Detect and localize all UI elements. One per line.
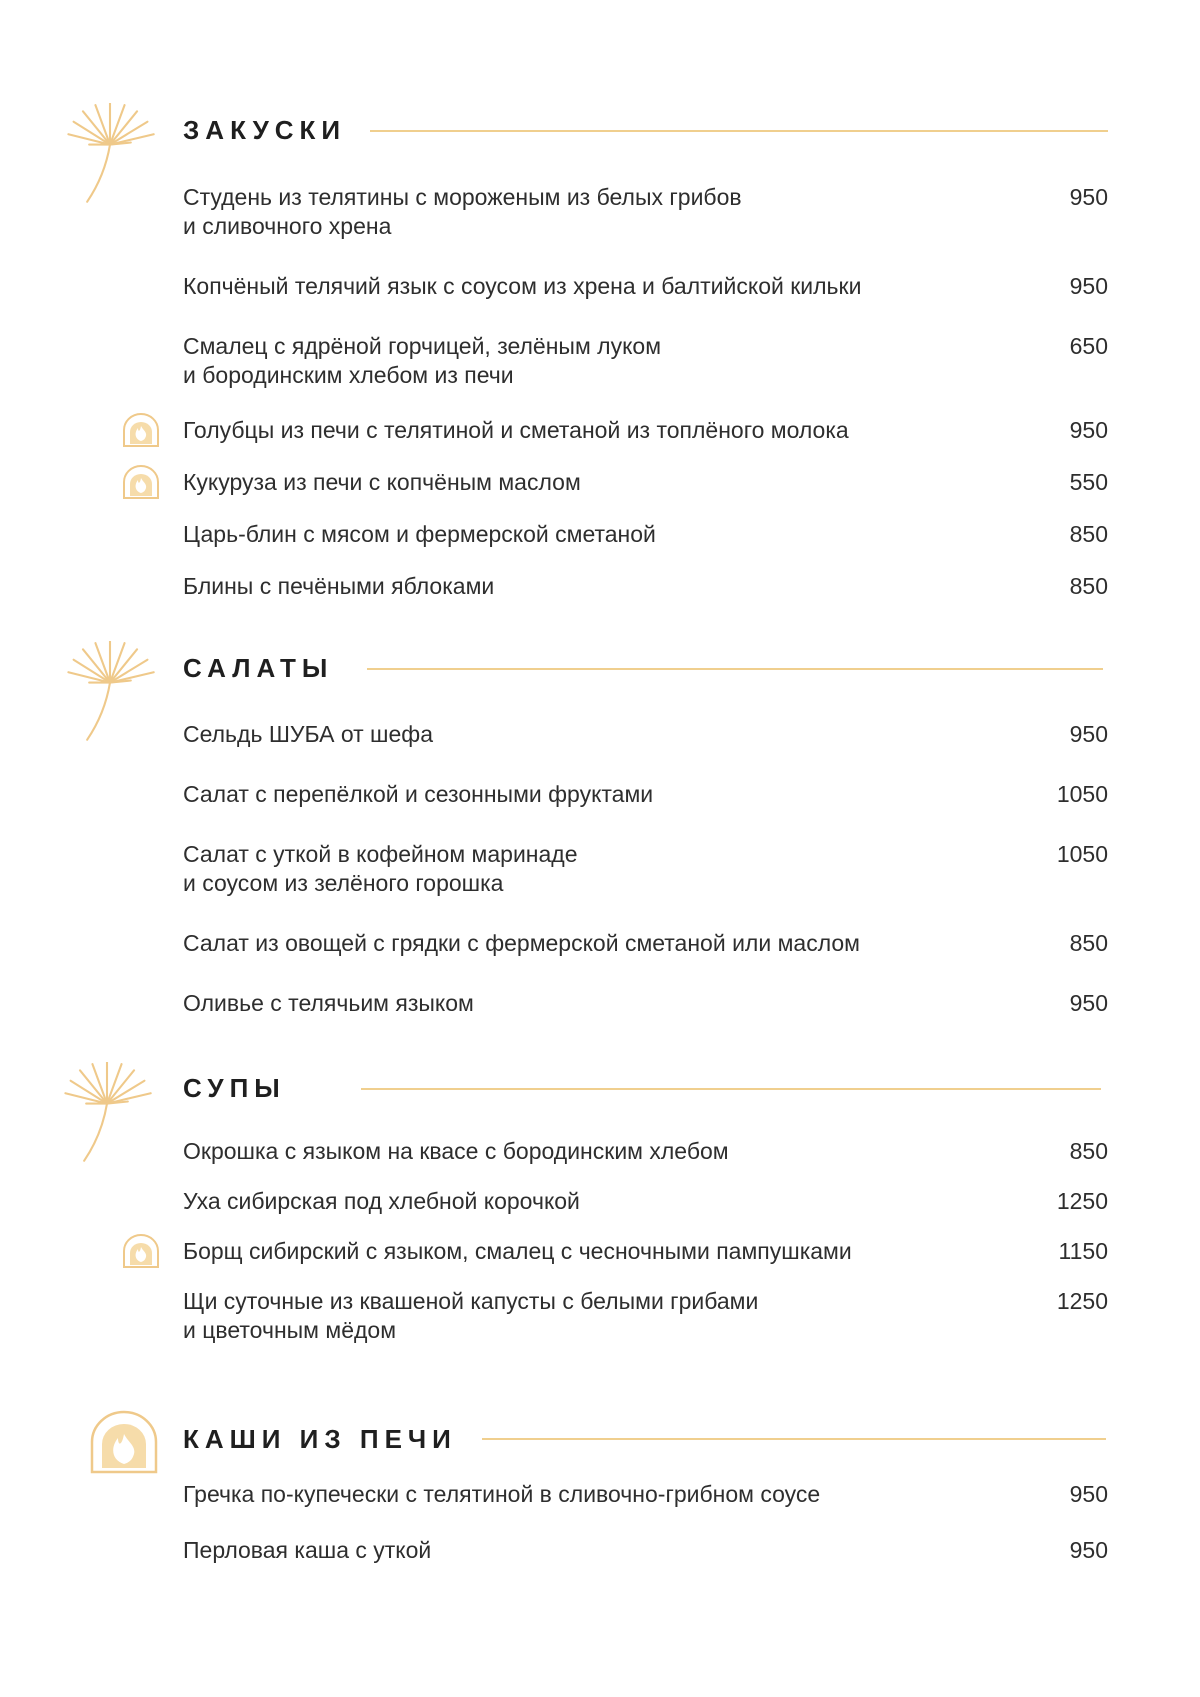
menu-item xyxy=(183,1536,1108,1565)
item-name: Кукуруза из печи с копчёным маслом xyxy=(183,469,581,495)
item-price: 950 xyxy=(1069,1537,1108,1563)
item-name: Уха сибирская под хлебной корочкой xyxy=(183,1188,580,1214)
item-price: 850 xyxy=(1069,521,1108,547)
menu-item xyxy=(183,929,1108,958)
item-price: 950 xyxy=(1069,184,1108,210)
section-divider xyxy=(370,130,1108,132)
item-name: Борщ сибирский с языком, смалец с чесночными пампушками xyxy=(183,1238,852,1264)
menu-item xyxy=(183,1480,1108,1509)
menu-item xyxy=(183,468,1108,497)
item-price: 1150 xyxy=(1058,1238,1108,1264)
item-price: 550 xyxy=(1069,469,1108,495)
item-price: 1050 xyxy=(1056,781,1108,807)
item-name: Перловая каша с уткой xyxy=(183,1537,432,1563)
item-price: 650 xyxy=(1069,333,1108,359)
section-title: КАШИ ИЗ ПЕЧИ xyxy=(183,1424,457,1454)
section-divider xyxy=(482,1438,1106,1440)
menu-item xyxy=(183,840,1108,898)
section-divider xyxy=(367,668,1103,670)
item-name: Оливье с телячьим языком xyxy=(183,990,474,1016)
menu-item xyxy=(183,416,1108,445)
item-price: 1050 xyxy=(1056,841,1108,867)
item-name: Гречка по-купечески с телятиной в сливочно-грибном соусе xyxy=(183,1481,821,1507)
menu-item xyxy=(183,720,1108,749)
section-title: САЛАТЫ xyxy=(183,653,334,683)
item-name: Щи суточные из квашеной капусты с белыми грибами и цветочным мёдом xyxy=(183,1288,759,1343)
item-name: Салат из овощей с грядки с фермерской сметаной или маслом xyxy=(183,930,860,956)
menu-item xyxy=(183,332,1108,390)
dandelion-icon xyxy=(58,641,162,745)
menu-item xyxy=(183,780,1108,809)
item-name: Копчёный телячий язык с соусом из хрена и балтийской кильки xyxy=(183,273,862,299)
oven-icon xyxy=(88,1410,160,1474)
item-name: Смалец с ядрёной горчицей, зелёным луком и бородинским хлебом из печи xyxy=(183,333,662,388)
item-name: Голубцы из печи с телятиной и сметаной из топлёного молока xyxy=(183,417,849,443)
item-price: 850 xyxy=(1069,573,1108,599)
item-name: Царь-блин с мясом и фермерской сметаной xyxy=(183,521,656,547)
oven-icon xyxy=(121,464,161,500)
oven-icon xyxy=(121,1233,161,1269)
menu-item xyxy=(183,572,1108,601)
item-name: Блины с печёными яблоками xyxy=(183,573,495,599)
item-price: 1250 xyxy=(1056,1188,1108,1214)
dandelion-icon xyxy=(58,103,162,207)
menu-item xyxy=(183,1187,1108,1216)
item-name: Сельдь ШУБА от шефа xyxy=(183,721,434,747)
menu-item xyxy=(183,520,1108,549)
item-price: 950 xyxy=(1069,273,1108,299)
item-price: 950 xyxy=(1069,1481,1108,1507)
item-name: Окрошка с языком на квасе с бородинским хлебом xyxy=(183,1138,729,1164)
menu-item xyxy=(183,1237,1108,1266)
oven-icon xyxy=(121,412,161,448)
item-price: 950 xyxy=(1069,721,1108,747)
item-name: Салат с перепёлкой и сезонными фруктами xyxy=(183,781,654,807)
item-price: 850 xyxy=(1069,930,1108,956)
menu-item xyxy=(183,989,1108,1018)
item-price: 1250 xyxy=(1056,1288,1108,1314)
item-price: 950 xyxy=(1069,417,1108,443)
section-title: СУПЫ xyxy=(183,1073,286,1103)
item-price: 850 xyxy=(1069,1138,1108,1164)
item-name: Студень из телятины с мороженым из белых грибов и сливочного хрена xyxy=(183,184,742,239)
menu-item xyxy=(183,1287,1108,1345)
item-price: 950 xyxy=(1069,990,1108,1016)
section-title: ЗАКУСКИ xyxy=(183,115,347,145)
menu-item xyxy=(183,183,1108,241)
menu-item xyxy=(183,272,1108,301)
item-name: Салат с уткой в кофейном маринаде и соусом из зелёного горошка xyxy=(183,841,578,896)
dandelion-icon xyxy=(55,1062,159,1166)
section-divider xyxy=(361,1088,1101,1090)
menu-item xyxy=(183,1137,1108,1166)
